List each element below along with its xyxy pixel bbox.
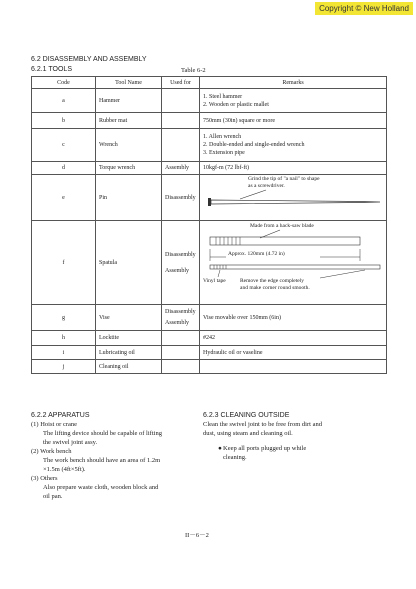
row-remarks: [200, 360, 387, 374]
row-code: d: [32, 162, 96, 175]
remark-line: 3. Extension pipe: [203, 150, 245, 156]
apparatus-title: 6.2.2 APPARATUS: [31, 412, 90, 419]
table-row: [32, 305, 387, 331]
row-used-for: [162, 360, 200, 374]
item-desc: ×1.5m (4ft×5ft).: [43, 466, 86, 473]
row-tool-name: Wrench: [96, 129, 162, 162]
item-number: (3): [31, 475, 39, 482]
table-caption: Table 6-2: [181, 67, 206, 74]
row-code: j: [32, 360, 96, 374]
header-code: Code: [32, 77, 96, 89]
pin-note-line-1: Grind the tip of "a nail" to shape: [248, 176, 320, 182]
bullet-text: Keep all ports plugged up while: [223, 445, 307, 452]
row-tool-name: Rubber mat: [96, 113, 162, 129]
table-row: [32, 175, 387, 221]
row-remarks: #242: [200, 331, 387, 346]
row-tool-name: Lubricating oil: [96, 346, 162, 360]
used-for-line: Disassembly: [165, 252, 196, 258]
header-used-for: Used for: [162, 77, 200, 89]
remark-line: 2. Double-ended and single-ended wrench: [203, 142, 305, 148]
table-row: [32, 331, 387, 346]
row-tool-name: Vise: [96, 305, 162, 331]
apparatus-section: [31, 411, 201, 501]
section-heading: 6.2 DISASSEMBLY AND ASSEMBLY: [31, 56, 147, 63]
used-for-line: Assembly: [165, 268, 189, 274]
used-for-line: Disassembly: [165, 309, 196, 315]
table-row: [32, 129, 387, 162]
spatula-top-note: Made from a hack-saw blade: [250, 223, 314, 229]
row-used-for: Disassembly: [162, 175, 200, 221]
table-row: [32, 162, 387, 175]
row-code: b: [32, 113, 96, 129]
remark-line: 1. Allen wrench: [203, 134, 242, 140]
used-for-line: Assembly: [165, 320, 189, 326]
row-used-for: [162, 221, 200, 305]
item-desc: Also prepare waste cloth, wooden block and: [43, 484, 159, 491]
item-desc: The lifting device should be capable of lifting: [43, 430, 162, 437]
spatula-edge-note-1: Remove the edge completely: [240, 278, 304, 284]
apparatus-item: [31, 420, 201, 429]
table-row: [32, 346, 387, 360]
row-code: g: [32, 305, 96, 331]
apparatus-item: [31, 447, 201, 456]
bullet-icon: ●: [218, 445, 222, 452]
row-remarks: 750mm (30in) square or more: [200, 113, 387, 129]
header-tool-name: Tool Name: [96, 77, 162, 89]
row-remarks: Hydraulic oil or vaseline: [200, 346, 387, 360]
apparatus-item: [31, 474, 201, 483]
row-code: a: [32, 89, 96, 113]
cleaning-text: dust, using steam and cleaning oil.: [203, 430, 293, 437]
bullet-text: cleaning.: [223, 454, 247, 461]
cleaning-section: [203, 411, 387, 462]
row-used-for: [162, 129, 200, 162]
item-label: Others: [40, 475, 58, 482]
item-number: (2): [31, 448, 39, 455]
row-tool-name: Hammer: [96, 89, 162, 113]
row-code: e: [32, 175, 96, 221]
copyright-badge: Copyright © New Holland: [315, 2, 413, 15]
table-row: [32, 113, 387, 129]
header-remarks: Remarks: [200, 77, 387, 89]
cleaning-text: Clean the swivel joint to be free from dirt and: [203, 421, 322, 428]
row-remarks: 10kgf-m (72 lbf-ft): [200, 162, 387, 175]
row-code: c: [32, 129, 96, 162]
row-remarks: [200, 89, 387, 113]
row-code: i: [32, 346, 96, 360]
spatula-dimension: Approx. 120mm (4.72 in): [228, 251, 285, 257]
row-tool-name: Pin: [96, 175, 162, 221]
spatula-edge-note-2: and make corner round smooth.: [240, 285, 310, 291]
item-label: Hoist or crane: [40, 421, 78, 428]
table-row: [32, 89, 387, 113]
row-remarks: [200, 129, 387, 162]
row-code: h: [32, 331, 96, 346]
pin-figure-cell: [200, 175, 387, 221]
remark-line: 2. Wooden or plastic mallet: [203, 101, 269, 108]
item-desc: oil pan.: [43, 493, 63, 500]
cleaning-bullet: [203, 444, 387, 462]
pin-note-line-2: as a screwdriver.: [248, 183, 285, 189]
row-used-for: Assembly: [162, 162, 200, 175]
row-used-for: [162, 89, 200, 113]
row-tool-name: Spatula: [96, 221, 162, 305]
tools-table: [31, 76, 387, 374]
row-tool-name: Torque wrench: [96, 162, 162, 175]
row-used-for: [162, 331, 200, 346]
cleaning-title: 6.2.3 CLEANING OUTSIDE: [203, 412, 290, 419]
row-used-for: [162, 346, 200, 360]
spatula-tape-label: Vinyl tape: [203, 278, 226, 284]
row-tool-name: Cleaning oil: [96, 360, 162, 374]
item-desc: The work bench should have an area of 1.2m: [43, 457, 161, 464]
item-desc: the swivel joint assy.: [43, 439, 98, 446]
table-row: [32, 360, 387, 374]
row-used-for: [162, 305, 200, 331]
page-number: II－6－2: [185, 532, 209, 539]
nail-illustration: [200, 175, 386, 221]
item-label: Work bench: [40, 448, 72, 455]
table-row: [32, 221, 387, 305]
row-code: f: [32, 221, 96, 305]
spatula-illustration: [200, 221, 386, 305]
spatula-figure-cell: [200, 221, 387, 305]
table-header-row: [32, 77, 387, 89]
subsection-heading: 6.2.1 TOOLS: [31, 66, 72, 73]
item-number: (1): [31, 421, 39, 428]
row-remarks: Vise movable over 150mm (6in): [200, 305, 387, 331]
row-used-for: [162, 113, 200, 129]
row-tool-name: Locktite: [96, 331, 162, 346]
remark-line: 1. Steel hammer: [203, 93, 243, 100]
